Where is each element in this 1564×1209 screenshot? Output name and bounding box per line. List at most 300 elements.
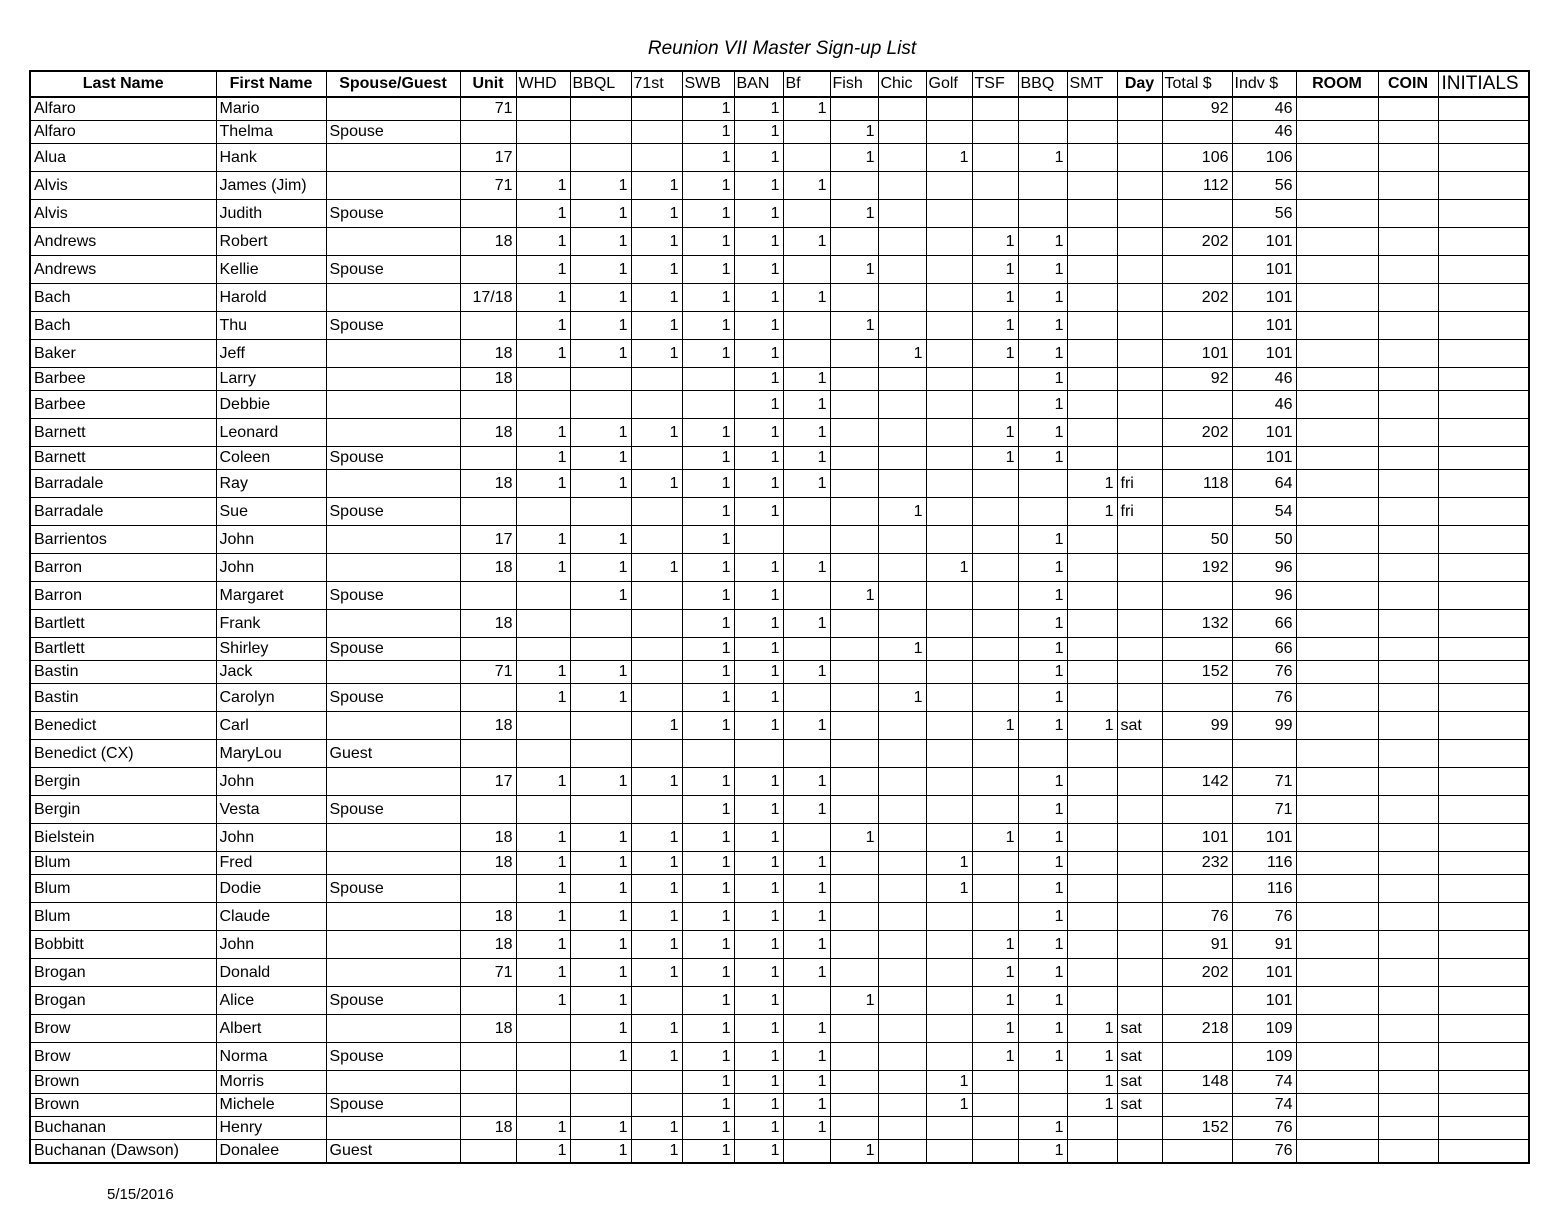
cell-bf: 1 [783, 470, 830, 498]
cell-tsf [972, 391, 1018, 419]
cell-day [1117, 852, 1162, 875]
cell-whd [516, 1015, 570, 1043]
cell-bbql: 1 [570, 526, 631, 554]
cell-coin [1378, 610, 1438, 638]
cell-tsf [972, 903, 1018, 931]
cell-last: Barron [30, 582, 216, 610]
cell-first: Donald [216, 959, 326, 987]
cell-tsf: 1 [972, 959, 1018, 987]
cell-fish [830, 172, 878, 200]
cell-unit: 18 [460, 470, 516, 498]
cell-room [1296, 470, 1378, 498]
cell-whd: 1 [516, 1140, 570, 1164]
cell-unit [460, 121, 516, 144]
cell-tsf [972, 554, 1018, 582]
cell-day: fri [1117, 470, 1162, 498]
cell-spouse [326, 368, 460, 391]
cell-total [1162, 200, 1232, 228]
cell-first: Carolyn [216, 684, 326, 712]
cell-c71st: 1 [631, 470, 682, 498]
cell-tsf: 1 [972, 340, 1018, 368]
cell-tsf: 1 [972, 312, 1018, 340]
cell-bbql [570, 97, 631, 121]
cell-swb: 1 [682, 712, 734, 740]
cell-smt: 1 [1067, 712, 1117, 740]
cell-fish [830, 740, 878, 768]
cell-chic [878, 97, 926, 121]
cell-c71st [631, 1071, 682, 1094]
col-header-whd: WHD [516, 71, 570, 97]
cell-unit [460, 256, 516, 284]
cell-bbql: 1 [570, 256, 631, 284]
cell-fish [830, 768, 878, 796]
cell-c71st [631, 447, 682, 470]
cell-total: 92 [1162, 368, 1232, 391]
cell-golf [926, 1015, 972, 1043]
cell-unit [460, 875, 516, 903]
cell-spouse [326, 144, 460, 172]
cell-bbq [1018, 498, 1067, 526]
cell-fish [830, 796, 878, 824]
cell-chic [878, 200, 926, 228]
cell-fish: 1 [830, 200, 878, 228]
cell-initials [1438, 340, 1529, 368]
cell-spouse [326, 712, 460, 740]
cell-fish [830, 1117, 878, 1140]
cell-day [1117, 740, 1162, 768]
cell-first: Albert [216, 1015, 326, 1043]
cell-bbql: 1 [570, 852, 631, 875]
cell-c71st [631, 498, 682, 526]
cell-unit [460, 200, 516, 228]
cell-tsf [972, 368, 1018, 391]
cell-tsf [972, 1094, 1018, 1117]
cell-tsf [972, 1117, 1018, 1140]
cell-room [1296, 526, 1378, 554]
cell-golf [926, 200, 972, 228]
cell-whd: 1 [516, 661, 570, 684]
cell-tsf [972, 661, 1018, 684]
cell-swb: 1 [682, 121, 734, 144]
cell-bf [783, 1140, 830, 1164]
cell-ban: 1 [734, 144, 783, 172]
cell-chic [878, 284, 926, 312]
cell-day [1117, 661, 1162, 684]
cell-chic [878, 852, 926, 875]
cell-coin [1378, 875, 1438, 903]
cell-bf: 1 [783, 172, 830, 200]
cell-ban: 1 [734, 284, 783, 312]
cell-swb: 1 [682, 312, 734, 340]
cell-coin [1378, 1094, 1438, 1117]
cell-golf [926, 97, 972, 121]
cell-bf [783, 340, 830, 368]
cell-c71st [631, 684, 682, 712]
cell-day [1117, 228, 1162, 256]
table-row [30, 172, 1529, 200]
cell-bbq: 1 [1018, 1043, 1067, 1071]
cell-bbq: 1 [1018, 931, 1067, 959]
cell-bf: 1 [783, 284, 830, 312]
cell-day [1117, 340, 1162, 368]
cell-smt [1067, 121, 1117, 144]
cell-bf: 1 [783, 931, 830, 959]
cell-room [1296, 498, 1378, 526]
cell-bbq: 1 [1018, 875, 1067, 903]
cell-bbql [570, 1094, 631, 1117]
cell-last: Alfaro [30, 97, 216, 121]
cell-total [1162, 447, 1232, 470]
cell-day: sat [1117, 1015, 1162, 1043]
cell-golf [926, 256, 972, 284]
cell-last: Bartlett [30, 638, 216, 661]
cell-chic [878, 582, 926, 610]
cell-coin [1378, 931, 1438, 959]
cell-initials [1438, 740, 1529, 768]
cell-indv: 96 [1232, 582, 1296, 610]
cell-spouse [326, 661, 460, 684]
cell-bbq [1018, 121, 1067, 144]
cell-unit [460, 1071, 516, 1094]
cell-whd [516, 796, 570, 824]
cell-ban: 1 [734, 959, 783, 987]
cell-swb: 1 [682, 796, 734, 824]
table-row [30, 824, 1529, 852]
cell-fish [830, 875, 878, 903]
cell-swb: 1 [682, 200, 734, 228]
cell-spouse [326, 1071, 460, 1094]
cell-day: fri [1117, 498, 1162, 526]
cell-tsf: 1 [972, 447, 1018, 470]
cell-swb: 1 [682, 987, 734, 1015]
cell-day [1117, 447, 1162, 470]
cell-first: Robert [216, 228, 326, 256]
cell-initials [1438, 987, 1529, 1015]
cell-smt [1067, 875, 1117, 903]
cell-coin [1378, 1117, 1438, 1140]
cell-initials [1438, 1015, 1529, 1043]
cell-chic [878, 661, 926, 684]
cell-bbql: 1 [570, 582, 631, 610]
cell-last: Buchanan [30, 1117, 216, 1140]
cell-ban: 1 [734, 582, 783, 610]
table-row [30, 1071, 1529, 1094]
cell-smt [1067, 684, 1117, 712]
cell-fish [830, 684, 878, 712]
cell-fish [830, 1043, 878, 1071]
cell-c71st [631, 368, 682, 391]
cell-tsf [972, 97, 1018, 121]
cell-first: Debbie [216, 391, 326, 419]
cell-whd [516, 638, 570, 661]
table-row [30, 684, 1529, 712]
cell-day [1117, 959, 1162, 987]
cell-coin [1378, 903, 1438, 931]
cell-indv: 64 [1232, 470, 1296, 498]
col-header-chic: Chic [878, 71, 926, 97]
cell-total: 192 [1162, 554, 1232, 582]
cell-fish [830, 554, 878, 582]
cell-ban: 1 [734, 121, 783, 144]
cell-total: 50 [1162, 526, 1232, 554]
cell-ban: 1 [734, 97, 783, 121]
cell-c71st [631, 97, 682, 121]
cell-swb: 1 [682, 228, 734, 256]
table-row [30, 121, 1529, 144]
cell-initials [1438, 391, 1529, 419]
col-header-room: ROOM [1296, 71, 1378, 97]
cell-golf [926, 172, 972, 200]
cell-golf [926, 903, 972, 931]
cell-indv: 91 [1232, 931, 1296, 959]
cell-indv: 101 [1232, 987, 1296, 1015]
cell-room [1296, 1015, 1378, 1043]
cell-ban: 1 [734, 172, 783, 200]
cell-bbq: 1 [1018, 638, 1067, 661]
table-row [30, 852, 1529, 875]
cell-coin [1378, 391, 1438, 419]
cell-coin [1378, 144, 1438, 172]
cell-indv: 101 [1232, 312, 1296, 340]
cell-whd: 1 [516, 312, 570, 340]
cell-c71st: 1 [631, 959, 682, 987]
cell-tsf: 1 [972, 987, 1018, 1015]
cell-c71st: 1 [631, 712, 682, 740]
cell-total: 202 [1162, 228, 1232, 256]
cell-swb: 1 [682, 931, 734, 959]
cell-bbq [1018, 97, 1067, 121]
cell-room [1296, 1117, 1378, 1140]
cell-coin [1378, 582, 1438, 610]
cell-day [1117, 768, 1162, 796]
cell-room [1296, 1140, 1378, 1164]
cell-swb: 1 [682, 144, 734, 172]
cell-initials [1438, 368, 1529, 391]
cell-smt [1067, 144, 1117, 172]
cell-c71st [631, 661, 682, 684]
cell-coin [1378, 228, 1438, 256]
cell-smt [1067, 447, 1117, 470]
table-row [30, 1140, 1529, 1164]
cell-ban: 1 [734, 200, 783, 228]
cell-room [1296, 256, 1378, 284]
cell-golf [926, 740, 972, 768]
cell-day [1117, 121, 1162, 144]
cell-first: Shirley [216, 638, 326, 661]
cell-indv: 101 [1232, 959, 1296, 987]
cell-bbq [1018, 200, 1067, 228]
cell-ban: 1 [734, 340, 783, 368]
cell-indv: 46 [1232, 97, 1296, 121]
cell-smt [1067, 526, 1117, 554]
cell-unit: 71 [460, 172, 516, 200]
cell-day [1117, 200, 1162, 228]
cell-day [1117, 554, 1162, 582]
cell-tsf [972, 144, 1018, 172]
cell-first: John [216, 931, 326, 959]
cell-bbql [570, 740, 631, 768]
cell-spouse: Spouse [326, 582, 460, 610]
cell-chic [878, 172, 926, 200]
cell-bbql: 1 [570, 875, 631, 903]
cell-initials [1438, 1071, 1529, 1094]
cell-bf: 1 [783, 1071, 830, 1094]
cell-c71st [631, 144, 682, 172]
cell-initials [1438, 526, 1529, 554]
cell-indv: 99 [1232, 712, 1296, 740]
cell-indv: 101 [1232, 340, 1296, 368]
cell-golf [926, 661, 972, 684]
cell-ban: 1 [734, 391, 783, 419]
cell-spouse [326, 1117, 460, 1140]
cell-unit [460, 498, 516, 526]
cell-last: Barron [30, 554, 216, 582]
cell-unit: 18 [460, 931, 516, 959]
cell-fish: 1 [830, 121, 878, 144]
cell-smt [1067, 312, 1117, 340]
cell-indv: 74 [1232, 1094, 1296, 1117]
cell-bbq: 1 [1018, 987, 1067, 1015]
cell-spouse: Spouse [326, 1094, 460, 1117]
cell-fish [830, 1015, 878, 1043]
cell-last: Bielstein [30, 824, 216, 852]
cell-bbql: 1 [570, 903, 631, 931]
cell-last: Bastin [30, 661, 216, 684]
cell-last: Blum [30, 875, 216, 903]
col-header-day: Day [1117, 71, 1162, 97]
table-row [30, 312, 1529, 340]
cell-whd [516, 1071, 570, 1094]
cell-whd: 1 [516, 987, 570, 1015]
cell-indv: 101 [1232, 419, 1296, 447]
cell-swb: 1 [682, 256, 734, 284]
cell-total [1162, 875, 1232, 903]
cell-total [1162, 1043, 1232, 1071]
cell-swb: 1 [682, 1094, 734, 1117]
cell-swb: 1 [682, 284, 734, 312]
cell-first: Vesta [216, 796, 326, 824]
cell-ban [734, 526, 783, 554]
cell-chic: 1 [878, 498, 926, 526]
cell-room [1296, 1043, 1378, 1071]
cell-day [1117, 610, 1162, 638]
cell-bf: 1 [783, 228, 830, 256]
cell-initials [1438, 554, 1529, 582]
cell-last: Alvis [30, 200, 216, 228]
cell-coin [1378, 284, 1438, 312]
cell-spouse [326, 526, 460, 554]
cell-coin [1378, 121, 1438, 144]
cell-total: 152 [1162, 661, 1232, 684]
cell-day [1117, 284, 1162, 312]
cell-swb: 1 [682, 959, 734, 987]
cell-initials [1438, 312, 1529, 340]
cell-initials [1438, 498, 1529, 526]
cell-smt [1067, 768, 1117, 796]
cell-coin [1378, 172, 1438, 200]
cell-total [1162, 1094, 1232, 1117]
cell-tsf [972, 875, 1018, 903]
cell-room [1296, 875, 1378, 903]
cell-chic [878, 312, 926, 340]
cell-coin [1378, 1043, 1438, 1071]
cell-c71st [631, 987, 682, 1015]
cell-bbq: 1 [1018, 256, 1067, 284]
cell-last: Alvis [30, 172, 216, 200]
cell-room [1296, 1094, 1378, 1117]
cell-day: sat [1117, 1094, 1162, 1117]
cell-golf [926, 931, 972, 959]
cell-chic [878, 987, 926, 1015]
print-date: 5/15/2016 [107, 1186, 174, 1203]
cell-unit: 18 [460, 1117, 516, 1140]
cell-initials [1438, 610, 1529, 638]
cell-bbql: 1 [570, 228, 631, 256]
cell-total [1162, 312, 1232, 340]
cell-unit: 18 [460, 228, 516, 256]
cell-bf: 1 [783, 661, 830, 684]
cell-initials [1438, 824, 1529, 852]
cell-total [1162, 582, 1232, 610]
cell-bf: 1 [783, 554, 830, 582]
cell-golf: 1 [926, 144, 972, 172]
cell-ban: 1 [734, 712, 783, 740]
cell-spouse [326, 554, 460, 582]
cell-bf: 1 [783, 1043, 830, 1071]
cell-ban: 1 [734, 554, 783, 582]
cell-total: 148 [1162, 1071, 1232, 1094]
cell-tsf [972, 121, 1018, 144]
cell-bbq: 1 [1018, 554, 1067, 582]
cell-bf: 1 [783, 447, 830, 470]
cell-day [1117, 144, 1162, 172]
cell-c71st: 1 [631, 1043, 682, 1071]
cell-golf [926, 284, 972, 312]
cell-total [1162, 796, 1232, 824]
table-row [30, 470, 1529, 498]
cell-whd: 1 [516, 768, 570, 796]
cell-chic [878, 824, 926, 852]
cell-spouse: Spouse [326, 987, 460, 1015]
cell-tsf [972, 638, 1018, 661]
cell-ban: 1 [734, 256, 783, 284]
cell-bbql: 1 [570, 200, 631, 228]
cell-c71st: 1 [631, 875, 682, 903]
cell-first: Harold [216, 284, 326, 312]
cell-chic [878, 610, 926, 638]
cell-chic [878, 554, 926, 582]
cell-tsf [972, 796, 1018, 824]
cell-swb: 1 [682, 852, 734, 875]
cell-bbql: 1 [570, 684, 631, 712]
cell-first: Larry [216, 368, 326, 391]
cell-smt [1067, 256, 1117, 284]
cell-fish: 1 [830, 824, 878, 852]
cell-bbq: 1 [1018, 824, 1067, 852]
col-header-first-name: First Name [216, 71, 326, 97]
cell-spouse [326, 903, 460, 931]
cell-first: John [216, 768, 326, 796]
cell-first: Dodie [216, 875, 326, 903]
cell-fish: 1 [830, 312, 878, 340]
cell-day [1117, 1140, 1162, 1164]
cell-total: 202 [1162, 419, 1232, 447]
table-row [30, 340, 1529, 368]
cell-swb: 1 [682, 1015, 734, 1043]
cell-bbq: 1 [1018, 284, 1067, 312]
cell-chic [878, 419, 926, 447]
cell-ban: 1 [734, 796, 783, 824]
